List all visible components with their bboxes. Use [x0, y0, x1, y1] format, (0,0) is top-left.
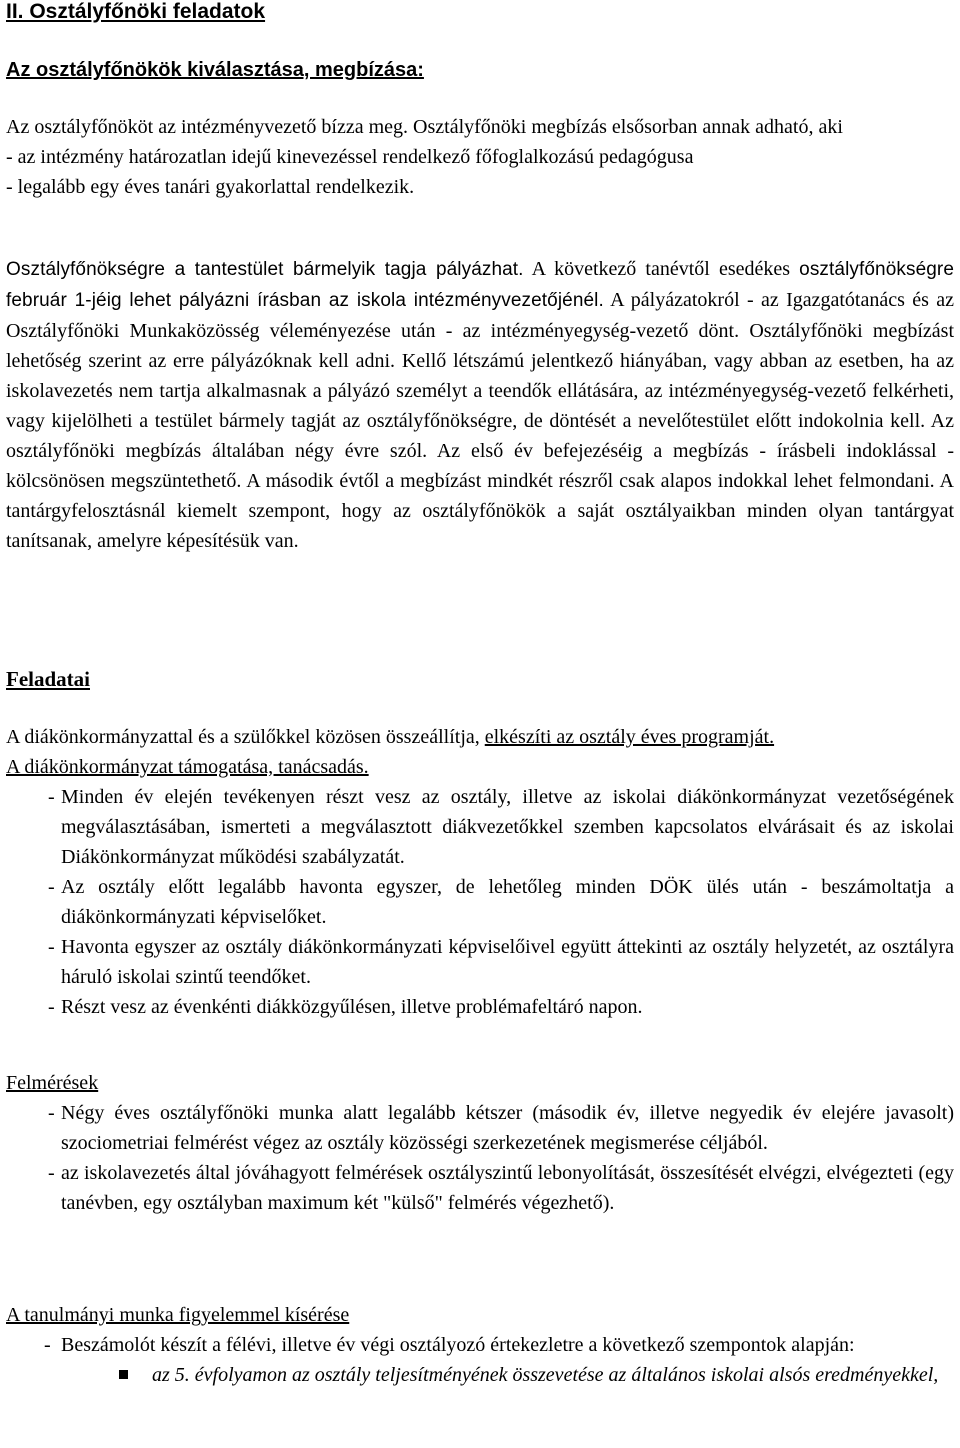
list-item: - Minden év elején tevékenyen részt vesz az osztály, illetve az iskolai diákönkormányzat vezetőségének megválasztásában, ismerteti a megválasztott diákvezetőkkel szemben kapcsolatos elvárásait és az iskolai Diákönkormányzat működési szabályzatát.: [48, 786, 954, 868]
student-gov-heading: A diákönkormányzat támogatása, tanácsadás.: [6, 756, 369, 778]
tasks-intro: [6, 722, 954, 1022]
study-heading: A tanulmányi munka figyelemmel kísérése: [6, 1304, 350, 1326]
list-item: - Részt vesz az évenkénti diákközgyűlésen, illetve problémafeltáró napon.: [48, 996, 643, 1018]
list-item: - Beszámolót készít a félévi, illetve év végi osztályozó értekezletre a következő szempontok alapján:: [44, 1334, 855, 1356]
criteria-list: [6, 142, 954, 202]
selection-intro: Az osztályfőnököt az intézményvezető bízza meg. Osztályfőnöki megbízás elsősorban annak adható, aki: [6, 116, 843, 138]
paragraph-part: Osztályfőnökségre a tantestület bármelyik tagja pályázhat.: [6, 259, 524, 280]
tasks-intro-plain: A diákönkormányzattal és a szülőkkel közösen összeállítja,: [6, 726, 480, 748]
list-item: az 5. évfolyamon az osztály teljesítményének összevetése az általános iskolai alsós eredményekkel,: [6, 1360, 954, 1390]
square-bullet-icon: [119, 1370, 128, 1379]
selection-heading: Az osztályfőnökök kiválasztása, megbízása:: [6, 59, 424, 81]
selection-section: [6, 112, 954, 202]
list-item: - Havonta egyszer az osztály diákönkormányzati képviselőivel együtt áttekinti az osztály helyzetét, az osztályra háruló iskolai szintű teendőket.: [48, 936, 954, 988]
paragraph-part: osztályfőnökségre február 1-jéig lehet pályázni írásban az iskola intézményvezetőjénél.: [6, 259, 954, 311]
list-item: - Négy éves osztályfőnöki munka alatt legalább kétszer (második év, illetve negyedik év elejére javasolt) szociometriai felmérést végez az osztály közösségi szerkezetének megismerése céljából.: [48, 1102, 954, 1154]
surveys-heading: Felmérések: [6, 1072, 99, 1094]
student-gov-list: [6, 782, 954, 1022]
list-item: - Az osztály előtt legalább havonta egyszer, de lehetőleg minden DÖK ülés után - beszámoltatja a diákönkormányzati képviselőket.: [48, 876, 954, 928]
criteria-item: - az intézmény határozatlan idejű kinevezéssel rendelkező főfoglalkozású pedagógusa: [6, 146, 694, 168]
tasks-intro-underlined: elkészíti az osztály éves programját.: [484, 726, 775, 748]
list-item: - az iskolavezetés által jóváhagyott felmérések osztályszintű lebonyolítását, összesítését elvégzi, elvégezteti (egy tanévben, egy osztályban maximum két "külső" felmérés végezhető).: [48, 1162, 954, 1214]
paragraph-part: A következő tanévtől esedékes: [531, 258, 791, 280]
study-section: [6, 1300, 954, 1390]
tasks-heading: Feladatai: [6, 667, 90, 691]
document-title: II. Osztályfőnöki feladatok: [6, 0, 266, 23]
selection-paragraph: [6, 254, 954, 556]
criteria-item: - legalább egy éves tanári gyakorlattal rendelkezik.: [6, 176, 415, 198]
surveys-section: [6, 1068, 954, 1218]
paragraph-part: A pályázatokról - az Igazgatótanács és az Osztályfőnöki Munkaközösség véleményezése után - az intézményegység-vezető dönt. Osztályfőnöki megbízást lehetőség szerint az erre pályázóknak kell adni. Kellő létszámú jelentkező hiányában, vagy abban az esetben, ha az iskolavezetés nem tartja alkalmasnak a pályázó személyt a teendők ellátására, az intézményegység-vezető felkérheti, vagy kijelölheti a testület bármely tagját az osztályfőnökségre, de döntését a nevelőtestület előtt indokolnia kell. Az osztályfőnöki megbízás általában négy évre szól. Az első év befejezéséig a megbízás - írásbeli indoklással - kölcsönösen megszüntethető. A második évtől a megbízást mindkét részről csak alapos indokkal lehet felmondani. A tantárgyfelosztásnál kiemelt szempont, hogy az osztályfőnökök a saját osztályaikban minden olyan tantárgyat tanítsanak, amelyre képesítésük van.: [6, 289, 954, 552]
